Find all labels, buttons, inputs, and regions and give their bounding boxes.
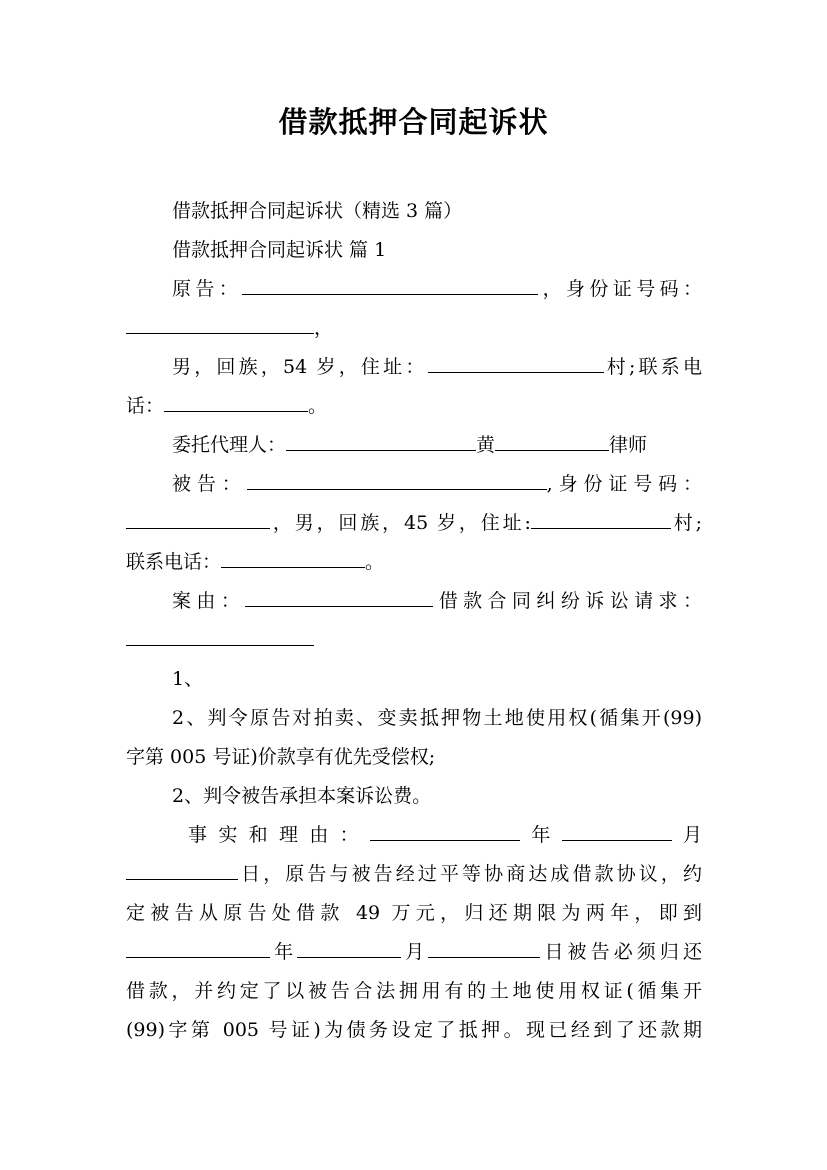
blank-field (164, 410, 308, 412)
blank-field (247, 488, 547, 490)
document-title: 借款抵押合同起诉状 (278, 105, 549, 139)
text: 借款合同纠纷诉讼请求： (433, 590, 702, 612)
text: 律师 (609, 434, 648, 456)
plaintiff-id-line (126, 309, 702, 348)
blank-field (126, 878, 238, 880)
text: 日，原告与被告经过平等协商达成借款协议，约 (238, 863, 702, 885)
text: 。 (365, 551, 385, 573)
text: 年 (270, 941, 298, 963)
text: 。 (308, 395, 328, 417)
blank-field (242, 293, 538, 295)
facts-line-4 (126, 933, 702, 972)
plaintiff-label: 原告： (172, 278, 243, 300)
text: 话： (126, 395, 165, 417)
facts-label: 事实和理由： (188, 824, 370, 846)
text: ，男，回族，45 岁，住址: (270, 512, 531, 534)
text: 村; (670, 512, 703, 534)
blank-field (531, 527, 671, 529)
claim-item-2: 2、判令原告对拍卖、变卖抵押物土地使用权(循集开(99) (172, 707, 702, 729)
blank-field (221, 566, 365, 568)
claim-item-1: 1、 (172, 668, 204, 690)
plaintiff-info-line (126, 348, 702, 387)
blank-field (286, 449, 476, 451)
doc-subtitle: 借款抵押合同起诉状（精选 3 篇） (172, 200, 463, 222)
blank-field (562, 839, 672, 841)
text: 联系电话： (126, 551, 222, 573)
blank-field (297, 956, 401, 958)
text: 黄 (476, 434, 496, 456)
document-body (126, 192, 702, 1050)
blank-field (370, 839, 520, 841)
agent-line (126, 426, 702, 465)
case-cause-label: 案由： (172, 590, 246, 612)
defendant-info-line (126, 504, 702, 543)
id-number-label: ，身份证号码： (538, 278, 702, 300)
text: 日被告必须归还 (540, 941, 702, 963)
blank-field (428, 956, 540, 958)
claim-item-3: 2、判令被告承担本案诉讼费。 (172, 785, 432, 807)
facts-line-2 (126, 855, 702, 894)
blank-field (428, 371, 604, 373)
text: 年 (519, 824, 562, 846)
defendant-line (126, 465, 702, 504)
blank-field (126, 332, 314, 334)
defendant-phone-line (126, 543, 702, 582)
blank-field (126, 956, 270, 958)
text: 村;联系电 (603, 356, 703, 378)
defendant-label: 被告： (172, 473, 247, 495)
blank-field (126, 644, 314, 646)
doc-section-heading: 借款抵押合同起诉状 篇 1 (172, 239, 387, 261)
blank-field (245, 605, 433, 607)
agent-label: 委托代理人： (172, 434, 287, 456)
claim-item-2-cont: 字第 005 号证)价款享有优先受偿权; (126, 746, 436, 768)
blank-field (126, 527, 270, 529)
id-number-label: ,身份证号码： (546, 473, 702, 495)
facts-line-3: 定被告从原告处借款 49 万元，归还期限为两年，即到 (126, 902, 702, 924)
plaintiff-line (126, 270, 702, 309)
text: 月 (401, 941, 429, 963)
text: 男，回族，54 岁，住址： (172, 356, 428, 378)
case-cause-line (126, 582, 702, 621)
claim-blank-line (126, 621, 702, 660)
facts-line (126, 816, 702, 855)
text: ， (314, 317, 334, 339)
plaintiff-phone-line (126, 387, 702, 426)
blank-field (495, 449, 609, 451)
facts-line-6: (99)字第 005 号证)为债务设定了抵押。现已经到了还款期 (126, 1019, 702, 1041)
facts-line-5: 借款，并约定了以被告合法拥用有的土地使用权证(循集开 (126, 980, 702, 1002)
text: 月 (671, 824, 702, 846)
